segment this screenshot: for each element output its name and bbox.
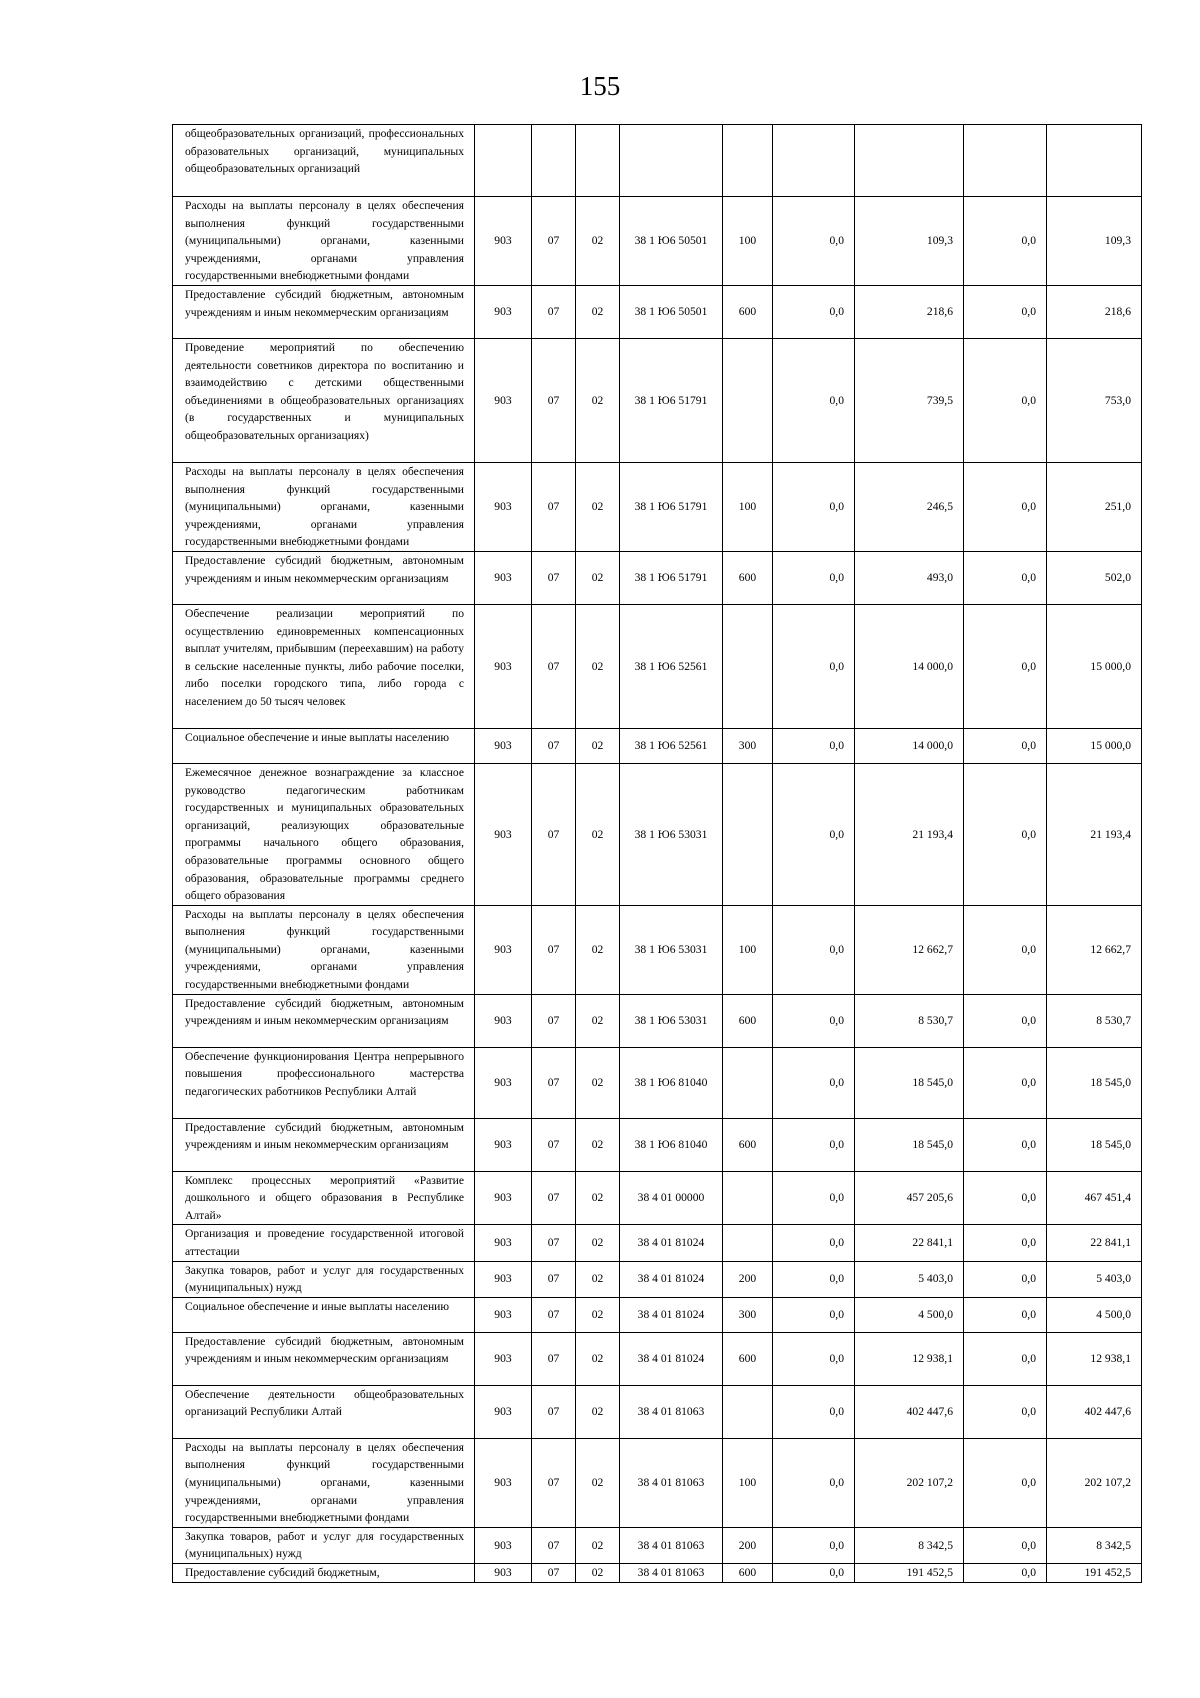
cell-target-article: 38 1 Ю6 51791 [620,551,723,604]
cell-subsection-code: 02 [576,1297,620,1332]
cell-expense-type: 600 [723,285,773,338]
cell-section-code: 07 [532,1261,576,1297]
cell-section-code: 07 [532,994,576,1047]
row-description: Комплекс процессных мероприятий «Развитие дошкольного и общего образования в Республике Алтай» [173,1171,475,1225]
cell-expense-type: 100 [723,462,773,551]
cell-section-code: 07 [532,197,576,286]
cell-target-article: 38 1 Ю6 51791 [620,462,723,551]
cell-value-1: 0,0 [773,1171,855,1225]
cell-ministry-code: 903 [475,728,532,763]
cell-value-2: 457 205,6 [855,1171,964,1225]
cell-value-1: 0,0 [773,1332,855,1385]
cell-value-2: 12 662,7 [855,905,964,994]
table-row [173,1047,1142,1118]
cell-value-1: 0,0 [773,1225,855,1261]
cell-value-2: 5 403,0 [855,1261,964,1297]
cell-value-3: 0,0 [964,338,1047,462]
cell-value-3: 0,0 [964,1385,1047,1438]
cell-subsection-code: 02 [576,1118,620,1171]
cell-value-3: 0,0 [964,1527,1047,1563]
cell-subsection-code: 02 [576,1527,620,1563]
cell-section-code: 07 [532,1225,576,1261]
cell-section-code: 07 [532,285,576,338]
cell-value-1: 0,0 [773,604,855,728]
cell-value-3: 0,0 [964,197,1047,286]
cell-value-1: 0,0 [773,1385,855,1438]
cell-target-article: 38 4 01 81024 [620,1297,723,1332]
cell-target-article: 38 1 Ю6 50501 [620,197,723,286]
cell-value-4 [1047,125,1142,197]
cell-expense-type [723,338,773,462]
cell-subsection-code: 02 [576,905,620,994]
row-description: Предоставление субсидий бюджетным, автономным учреждениям и иным некоммерческим организациям [173,551,475,604]
cell-section-code: 07 [532,1171,576,1225]
cell-subsection-code: 02 [576,1171,620,1225]
cell-section-code: 07 [532,1118,576,1171]
table-row [173,1118,1142,1171]
cell-expense-type: 600 [723,994,773,1047]
cell-ministry-code: 903 [475,1564,532,1583]
cell-ministry-code: 903 [475,197,532,286]
row-description: Предоставление субсидий бюджетным, автономным учреждениям и иным некоммерческим организациям [173,285,475,338]
cell-ministry-code: 903 [475,1261,532,1297]
cell-value-2: 493,0 [855,551,964,604]
row-description: Обеспечение деятельности общеобразовательных организаций Республики Алтай [173,1385,475,1438]
cell-value-2: 12 938,1 [855,1332,964,1385]
table-row [173,905,1142,994]
cell-target-article: 38 1 Ю6 81040 [620,1118,723,1171]
cell-target-article: 38 4 01 81063 [620,1527,723,1563]
cell-expense-type: 200 [723,1527,773,1563]
budget-table-body [173,125,1142,1583]
cell-section-code: 07 [532,1438,576,1527]
row-description: Социальное обеспечение и иные выплаты населению [173,728,475,763]
cell-subsection-code: 02 [576,1332,620,1385]
table-row [173,338,1142,462]
cell-expense-type: 300 [723,1297,773,1332]
cell-subsection-code: 02 [576,1261,620,1297]
cell-value-2: 246,5 [855,462,964,551]
cell-target-article: 38 4 01 00000 [620,1171,723,1225]
cell-expense-type: 600 [723,1332,773,1385]
cell-ministry-code: 903 [475,1527,532,1563]
cell-value-4: 4 500,0 [1047,1297,1142,1332]
cell-subsection-code: 02 [576,551,620,604]
cell-section-code: 07 [532,604,576,728]
row-description: Проведение мероприятий по обеспечению деятельности советников директора по воспитанию и взаимодействию с детскими общественными объединениями в общеобразовательных организациях (в государственных и муниципальных общеобразовательных организациях) [173,338,475,462]
cell-value-3: 0,0 [964,551,1047,604]
cell-target-article: 38 1 Ю6 53031 [620,763,723,905]
cell-target-article: 38 1 Ю6 51791 [620,338,723,462]
cell-value-4: 109,3 [1047,197,1142,286]
cell-expense-type: 300 [723,728,773,763]
cell-value-4: 15 000,0 [1047,728,1142,763]
row-description: Социальное обеспечение и иные выплаты населению [173,1297,475,1332]
cell-value-1: 0,0 [773,1118,855,1171]
cell-ministry-code: 903 [475,1225,532,1261]
cell-subsection-code: 02 [576,1225,620,1261]
cell-subsection-code: 02 [576,285,620,338]
cell-expense-type [723,1385,773,1438]
row-description: Предоставление субсидий бюджетным, [173,1564,475,1583]
row-description: Предоставление субсидий бюджетным, автономным учреждениям и иным некоммерческим организациям [173,1332,475,1385]
cell-value-4: 18 545,0 [1047,1047,1142,1118]
cell-section-code: 07 [532,551,576,604]
table-row [173,125,1142,197]
cell-expense-type: 100 [723,1438,773,1527]
cell-value-4: 15 000,0 [1047,604,1142,728]
row-description: Расходы на выплаты персоналу в целях обеспечения выполнения функций государственными (муниципальными) органами, казенными учреждениями, органами управления государственными внебюджетными фондами [173,1438,475,1527]
table-row [173,1385,1142,1438]
page-number: 155 [579,71,621,101]
cell-value-3: 0,0 [964,905,1047,994]
cell-value-2: 218,6 [855,285,964,338]
cell-section-code: 07 [532,1297,576,1332]
cell-target-article: 38 1 Ю6 53031 [620,905,723,994]
cell-value-2: 8 530,7 [855,994,964,1047]
cell-value-1: 0,0 [773,1564,855,1583]
cell-value-4: 12 662,7 [1047,905,1142,994]
cell-value-4: 502,0 [1047,551,1142,604]
row-description: Расходы на выплаты персоналу в целях обеспечения выполнения функций государственными (муниципальными) органами, казенными учреждениями, органами управления государственными внебюджетными фондами [173,905,475,994]
cell-subsection-code: 02 [576,763,620,905]
cell-subsection-code: 02 [576,1564,620,1583]
cell-subsection-code [576,125,620,197]
cell-value-4: 218,6 [1047,285,1142,338]
table-row [173,1564,1142,1583]
cell-target-article: 38 4 01 81024 [620,1332,723,1385]
cell-value-3: 0,0 [964,763,1047,905]
cell-section-code: 07 [532,1527,576,1563]
cell-section-code: 07 [532,1385,576,1438]
cell-value-3: 0,0 [964,1171,1047,1225]
row-description: Обеспечение функционирования Центра непрерывного повышения профессионального мастерства педагогических работников Республики Алтай [173,1047,475,1118]
cell-section-code: 07 [532,763,576,905]
cell-value-1: 0,0 [773,994,855,1047]
row-description: Предоставление субсидий бюджетным, автономным учреждениям и иным некоммерческим организациям [173,1118,475,1171]
cell-value-3: 0,0 [964,462,1047,551]
cell-value-4: 753,0 [1047,338,1142,462]
cell-subsection-code: 02 [576,462,620,551]
cell-ministry-code: 903 [475,763,532,905]
cell-ministry-code: 903 [475,462,532,551]
cell-target-article: 38 4 01 81063 [620,1385,723,1438]
cell-value-3: 0,0 [964,1225,1047,1261]
cell-value-2: 109,3 [855,197,964,286]
cell-expense-type [723,1171,773,1225]
cell-value-1: 0,0 [773,338,855,462]
cell-value-1: 0,0 [773,285,855,338]
cell-expense-type [723,1047,773,1118]
cell-expense-type: 100 [723,905,773,994]
cell-ministry-code: 903 [475,994,532,1047]
cell-value-3: 0,0 [964,1332,1047,1385]
cell-subsection-code: 02 [576,1047,620,1118]
table-row [173,1438,1142,1527]
cell-target-article: 38 4 01 81024 [620,1225,723,1261]
cell-expense-type: 600 [723,551,773,604]
cell-subsection-code: 02 [576,338,620,462]
row-description: Расходы на выплаты персоналу в целях обеспечения выполнения функций государственными (муниципальными) органами, казенными учреждениями, органами управления государственными внебюджетными фондами [173,197,475,286]
table-row [173,1527,1142,1563]
cell-value-4: 8 530,7 [1047,994,1142,1047]
cell-ministry-code: 903 [475,1171,532,1225]
row-description: Закупка товаров, работ и услуг для государственных (муниципальных) нужд [173,1261,475,1297]
cell-value-1: 0,0 [773,728,855,763]
cell-value-1: 0,0 [773,551,855,604]
cell-section-code: 07 [532,1332,576,1385]
table-row [173,1171,1142,1225]
cell-value-2: 191 452,5 [855,1564,964,1583]
cell-subsection-code: 02 [576,994,620,1047]
cell-section-code: 07 [532,338,576,462]
cell-value-3: 0,0 [964,728,1047,763]
cell-expense-type [723,1225,773,1261]
cell-ministry-code: 903 [475,1297,532,1332]
cell-value-2: 4 500,0 [855,1297,964,1332]
cell-section-code: 07 [532,728,576,763]
cell-value-4: 22 841,1 [1047,1225,1142,1261]
cell-value-4: 5 403,0 [1047,1261,1142,1297]
cell-value-1: 0,0 [773,1261,855,1297]
table-row [173,994,1142,1047]
cell-value-4: 467 451,4 [1047,1171,1142,1225]
cell-value-2: 18 545,0 [855,1047,964,1118]
cell-value-1: 0,0 [773,1438,855,1527]
cell-value-3: 0,0 [964,285,1047,338]
cell-ministry-code: 903 [475,1118,532,1171]
cell-value-2: 22 841,1 [855,1225,964,1261]
cell-expense-type: 200 [723,1261,773,1297]
cell-value-1: 0,0 [773,1527,855,1563]
row-description: Предоставление субсидий бюджетным, автономным учреждениям и иным некоммерческим организациям [173,994,475,1047]
cell-ministry-code: 903 [475,1385,532,1438]
table-row [173,285,1142,338]
table-row [173,728,1142,763]
cell-value-2: 14 000,0 [855,728,964,763]
cell-target-article: 38 4 01 81063 [620,1564,723,1583]
cell-value-2: 402 447,6 [855,1385,964,1438]
row-description: Организация и проведение государственной итоговой аттестации [173,1225,475,1261]
cell-section-code: 07 [532,905,576,994]
cell-value-4: 202 107,2 [1047,1438,1142,1527]
cell-value-3: 0,0 [964,1438,1047,1527]
cell-value-2: 21 193,4 [855,763,964,905]
cell-value-2: 18 545,0 [855,1118,964,1171]
cell-target-article [620,125,723,197]
cell-expense-type: 600 [723,1118,773,1171]
cell-subsection-code: 02 [576,604,620,728]
cell-ministry-code: 903 [475,1047,532,1118]
cell-subsection-code: 02 [576,728,620,763]
cell-ministry-code: 903 [475,1332,532,1385]
table-row [173,462,1142,551]
cell-value-3: 0,0 [964,1118,1047,1171]
cell-value-1: 0,0 [773,1047,855,1118]
cell-section-code: 07 [532,1047,576,1118]
table-row [173,763,1142,905]
cell-value-2: 8 342,5 [855,1527,964,1563]
cell-ministry-code: 903 [475,551,532,604]
cell-expense-type [723,763,773,905]
cell-value-3: 0,0 [964,1261,1047,1297]
table-row [173,551,1142,604]
cell-value-4: 251,0 [1047,462,1142,551]
cell-value-2: 202 107,2 [855,1438,964,1527]
cell-value-4: 12 938,1 [1047,1332,1142,1385]
cell-value-1: 0,0 [773,905,855,994]
cell-ministry-code [475,125,532,197]
cell-value-4: 8 342,5 [1047,1527,1142,1563]
cell-value-3: 0,0 [964,1297,1047,1332]
row-description: Обеспечение реализации мероприятий по осуществлению единовременных компенсационных выплат учителям, прибывшим (переехавшим) на работу в сельские населенные пункты, либо рабочие поселки, либо поселки городского типа, либо города с населением до 50 тысяч человек [173,604,475,728]
row-description: общеобразовательных организаций, профессиональных образовательных организаций, муниципальных общеобразовательных организаций [173,125,475,197]
table-row [173,1297,1142,1332]
cell-value-4: 21 193,4 [1047,763,1142,905]
row-description: Закупка товаров, работ и услуг для государственных (муниципальных) нужд [173,1527,475,1563]
cell-expense-type [723,604,773,728]
cell-value-3: 0,0 [964,1047,1047,1118]
cell-value-2: 14 000,0 [855,604,964,728]
cell-target-article: 38 1 Ю6 53031 [620,994,723,1047]
cell-value-3: 0,0 [964,604,1047,728]
cell-section-code: 07 [532,462,576,551]
cell-value-4: 18 545,0 [1047,1118,1142,1171]
row-description: Расходы на выплаты персоналу в целях обеспечения выполнения функций государственными (муниципальными) органами, казенными учреждениями, органами управления государственными внебюджетными фондами [173,462,475,551]
cell-value-2 [855,125,964,197]
cell-value-2: 739,5 [855,338,964,462]
cell-value-4: 402 447,6 [1047,1385,1142,1438]
cell-value-3: 0,0 [964,1564,1047,1583]
cell-target-article: 38 1 Ю6 52561 [620,728,723,763]
table-row [173,1332,1142,1385]
cell-value-1: 0,0 [773,197,855,286]
cell-target-article: 38 4 01 81063 [620,1438,723,1527]
cell-value-3 [964,125,1047,197]
table-row [173,197,1142,286]
cell-ministry-code: 903 [475,1438,532,1527]
cell-section-code: 07 [532,1564,576,1583]
cell-value-1: 0,0 [773,1297,855,1332]
cell-subsection-code: 02 [576,1385,620,1438]
cell-ministry-code: 903 [475,604,532,728]
cell-section-code [532,125,576,197]
cell-expense-type: 600 [723,1564,773,1583]
cell-expense-type [723,125,773,197]
cell-target-article: 38 1 Ю6 50501 [620,285,723,338]
cell-ministry-code: 903 [475,338,532,462]
table-row [173,1261,1142,1297]
cell-subsection-code: 02 [576,197,620,286]
cell-expense-type: 100 [723,197,773,286]
cell-value-1: 0,0 [773,462,855,551]
cell-ministry-code: 903 [475,285,532,338]
budget-table [172,124,1142,1583]
cell-value-3: 0,0 [964,994,1047,1047]
cell-value-1 [773,125,855,197]
cell-target-article: 38 1 Ю6 81040 [620,1047,723,1118]
cell-value-1: 0,0 [773,763,855,905]
table-row [173,604,1142,728]
cell-subsection-code: 02 [576,1438,620,1527]
cell-value-4: 191 452,5 [1047,1564,1142,1583]
cell-target-article: 38 1 Ю6 52561 [620,604,723,728]
cell-ministry-code: 903 [475,905,532,994]
row-description: Ежемесячное денежное вознаграждение за классное руководство педагогическим работникам государственных и муниципальных образовательных организаций, реализующих образовательные программы начального общего образования, образовательные программы основного общего образования, образовательные программы среднего общего образования [173,763,475,905]
table-row [173,1225,1142,1261]
cell-target-article: 38 4 01 81024 [620,1261,723,1297]
